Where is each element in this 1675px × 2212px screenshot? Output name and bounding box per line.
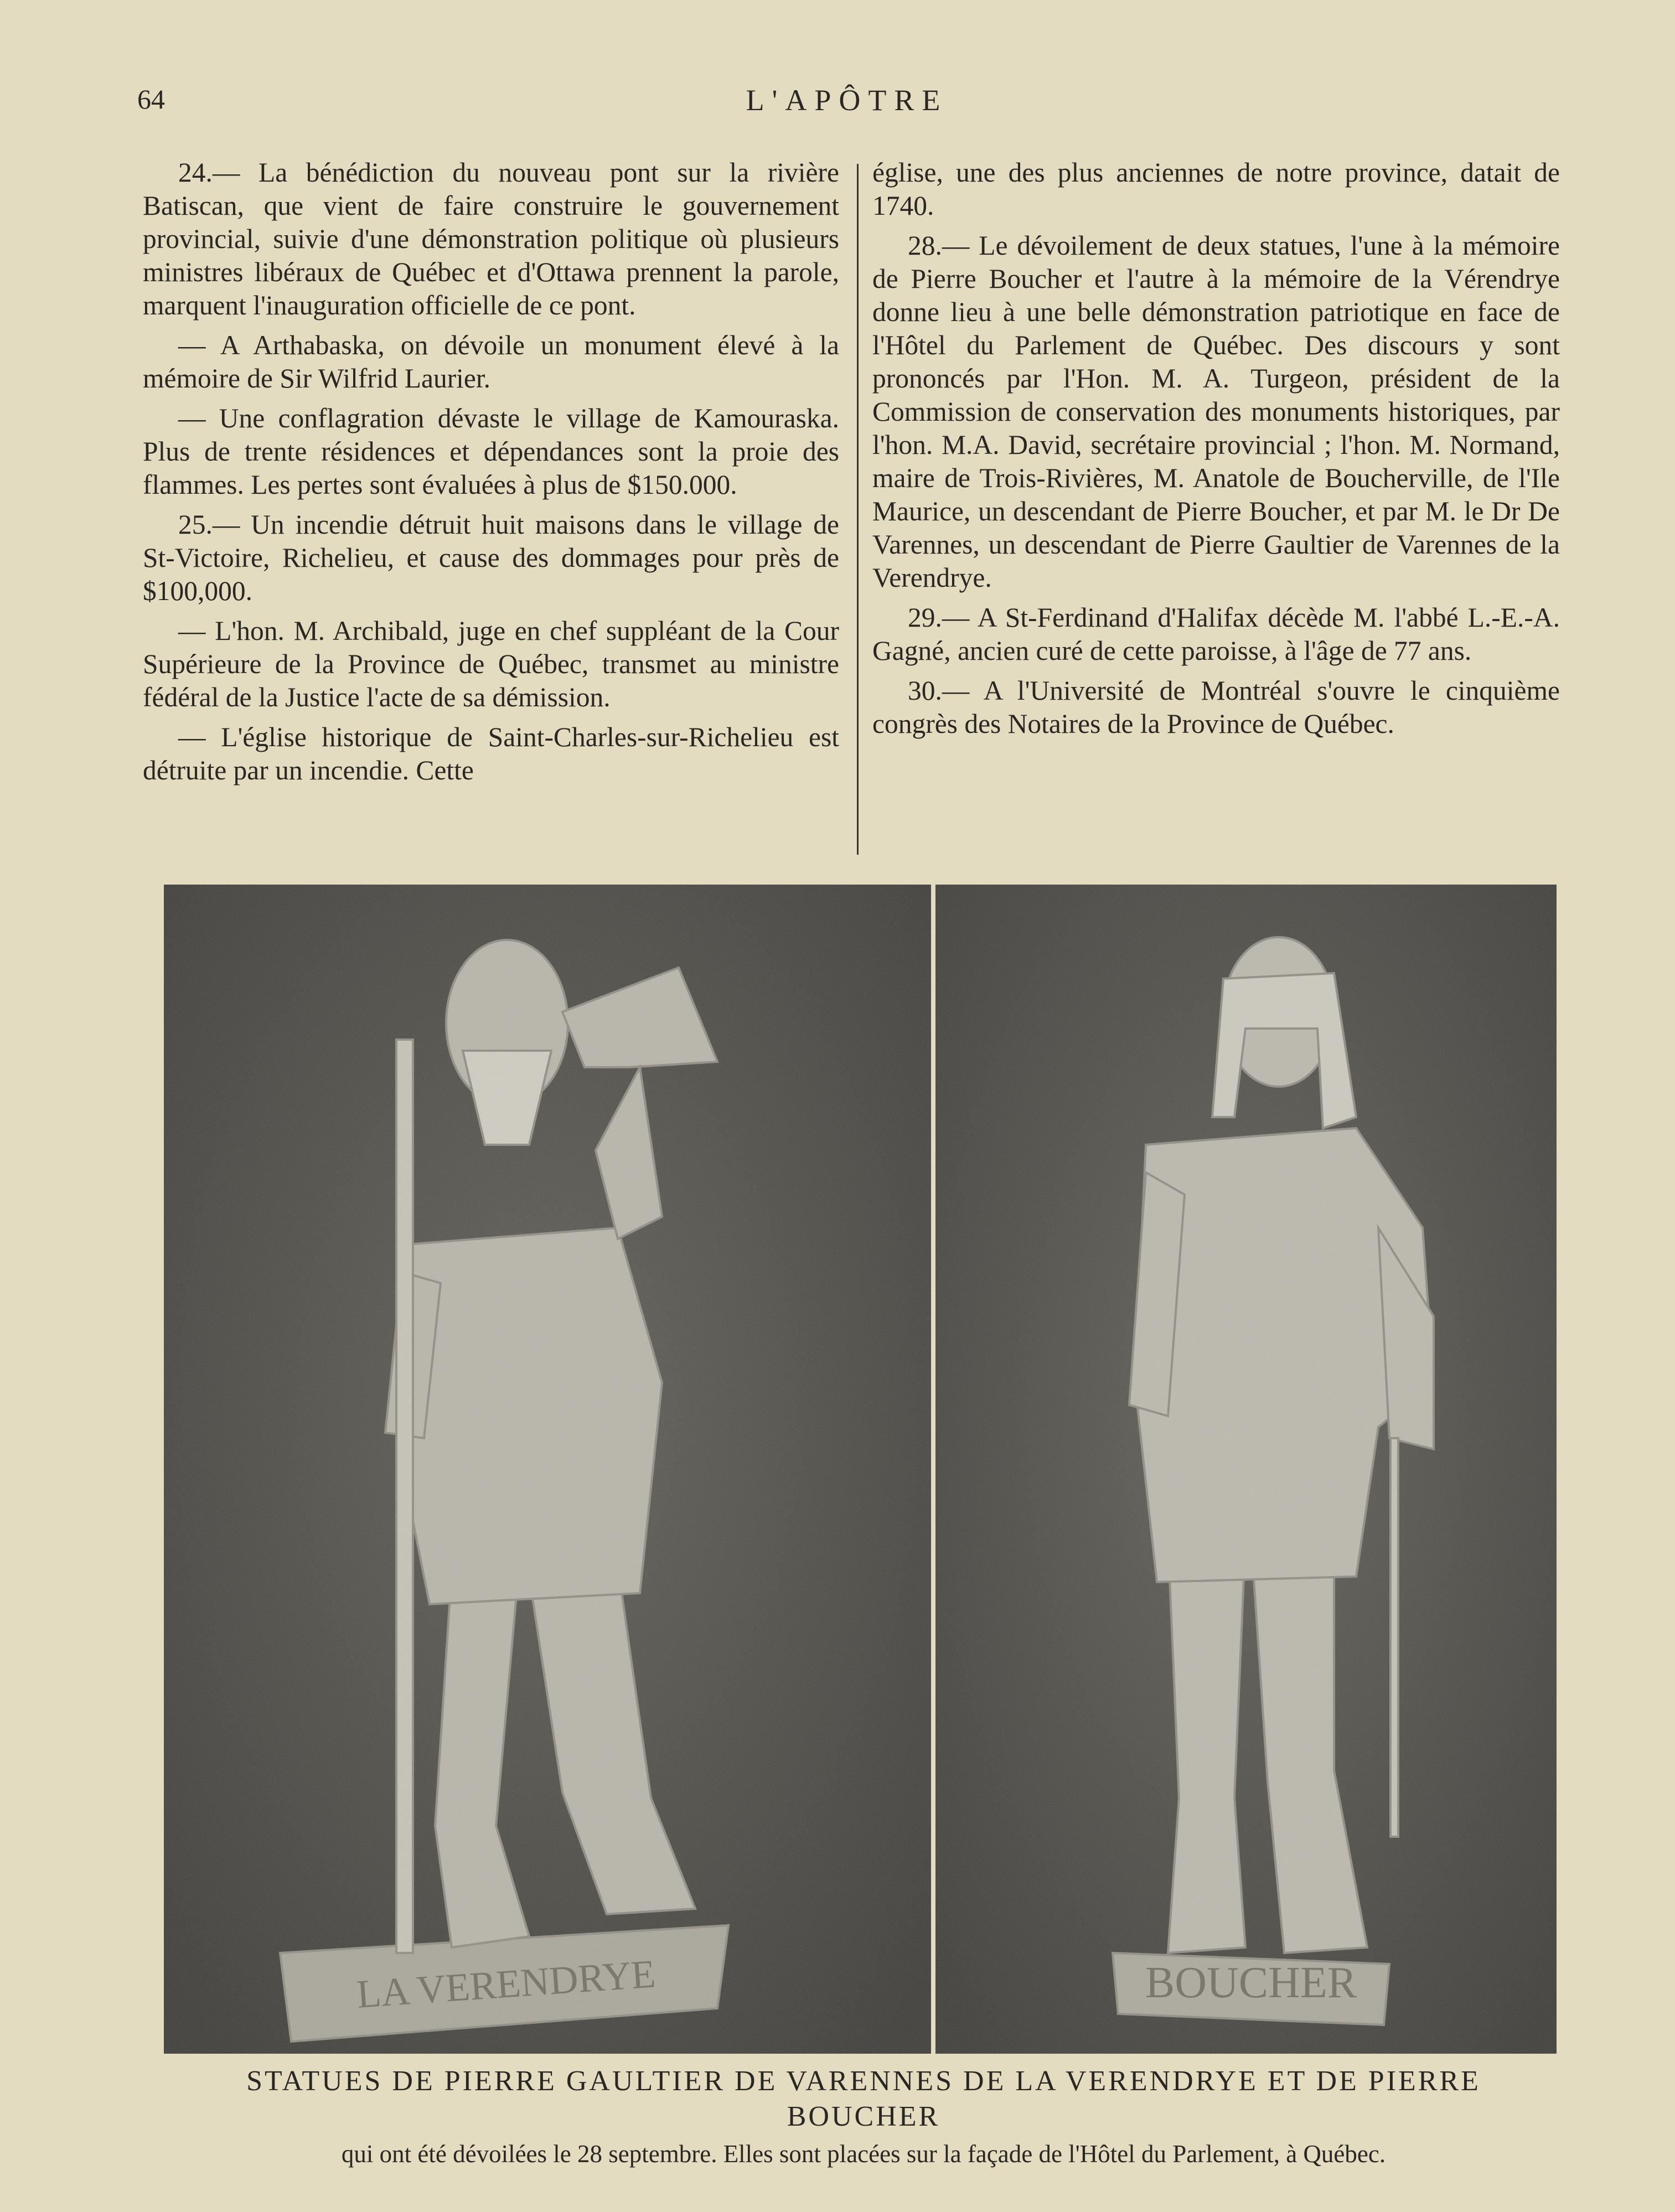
text-columns <box>143 156 1560 876</box>
caption-text: qui ont été dévoilées le 28 septembre. Elles sont placées sur la façade de l'Hôtel du Parlement, à Québec. <box>341 2140 1386 2168</box>
boucher-statue-image <box>935 885 1557 2054</box>
page-header <box>137 83 1557 127</box>
figure-caption <box>166 2064 1561 2170</box>
boucher-statue-photo <box>935 885 1557 2054</box>
paragraph: 30.— A l'Université de Montréal s'ouvre le cinquième congrès des Notaires de la Province de Québec. <box>872 675 1560 739</box>
paragraph: — L'église historique de Saint-Charles-sur-Richelieu est détruite par un incendie. Cette <box>143 722 839 785</box>
paragraph: 28.— Le dévoilement de deux statues, l'une à la mémoire de Pierre Boucher et l'autre à la mémoire de la Vérendrye donne lieu à une belle démonstration patriotique en face de l'Hôtel du Parlement de Québec. Des discours y sont prononcés par l'Hon. M. A. Turgeon, président de la Commission de conservation des monuments historiques, par l'hon. M.A. David, secrétaire provincial ; l'hon. M. Normand, maire de Trois-Rivières, M. Anatole de Boucherville, de l'Ile Maurice, un descendant de Pierre Boucher, et par M. le Dr De Varennes, un descendant de Pierre Gaultier de Varennes de la Verendrye. <box>872 230 1560 593</box>
statues-figure <box>164 885 1557 2054</box>
running-title: L'APÔTRE <box>746 84 948 117</box>
verendrye-statue-photo <box>164 885 931 2054</box>
paragraph: — L'hon. M. Archibald, juge en chef suppléant de la Cour Supérieure de la Province de Québec, transmet au ministre fédéral de la Justice l'acte de sa démission. <box>143 616 839 712</box>
left-column <box>143 156 839 794</box>
column-divider <box>857 164 859 855</box>
verendrye-statue-image <box>164 885 931 2054</box>
caption-title: STATUES DE PIERRE GAULTIER DE VARENNES DE LA VERENDRYE ET DE PIERRE BOUCHER <box>246 2065 1481 2132</box>
paragraph: 29.— A St-Ferdinand d'Halifax décède M. l'abbé L.-E.-A. Gagné, ancien curé de cette paroisse, à l'âge de 77 ans. <box>872 602 1560 666</box>
paragraph: — Une conflagration dévaste le village de Kamouraska. Plus de trente résidences et dépendances sont la proie des flammes. Les pertes sont évaluées à plus de $150.000. <box>143 403 839 500</box>
right-column <box>872 156 1560 747</box>
page-number: 64 <box>137 84 165 115</box>
paragraph: — A Arthabaska, on dévoile un monument élevé à la mémoire de Sir Wilfrid Laurier. <box>143 330 839 394</box>
paragraph: 24.— La bénédiction du nouveau pont sur la rivière Batiscan, que vient de faire construire le gouvernement provincial, suivie d'une démonstration politique où plusieurs ministres libéraux de Québec et d'Ottawa prennent la parole, marquent l'inauguration officielle de ce pont. <box>143 157 839 321</box>
paragraph: 25.— Un incendie détruit huit maisons dans le village de St-Victoire, Richelieu, et cause des dommages pour près de $100,000. <box>143 509 839 606</box>
paragraph-continuation: église, une des plus anciennes de notre province, datait de 1740. <box>872 157 1560 221</box>
